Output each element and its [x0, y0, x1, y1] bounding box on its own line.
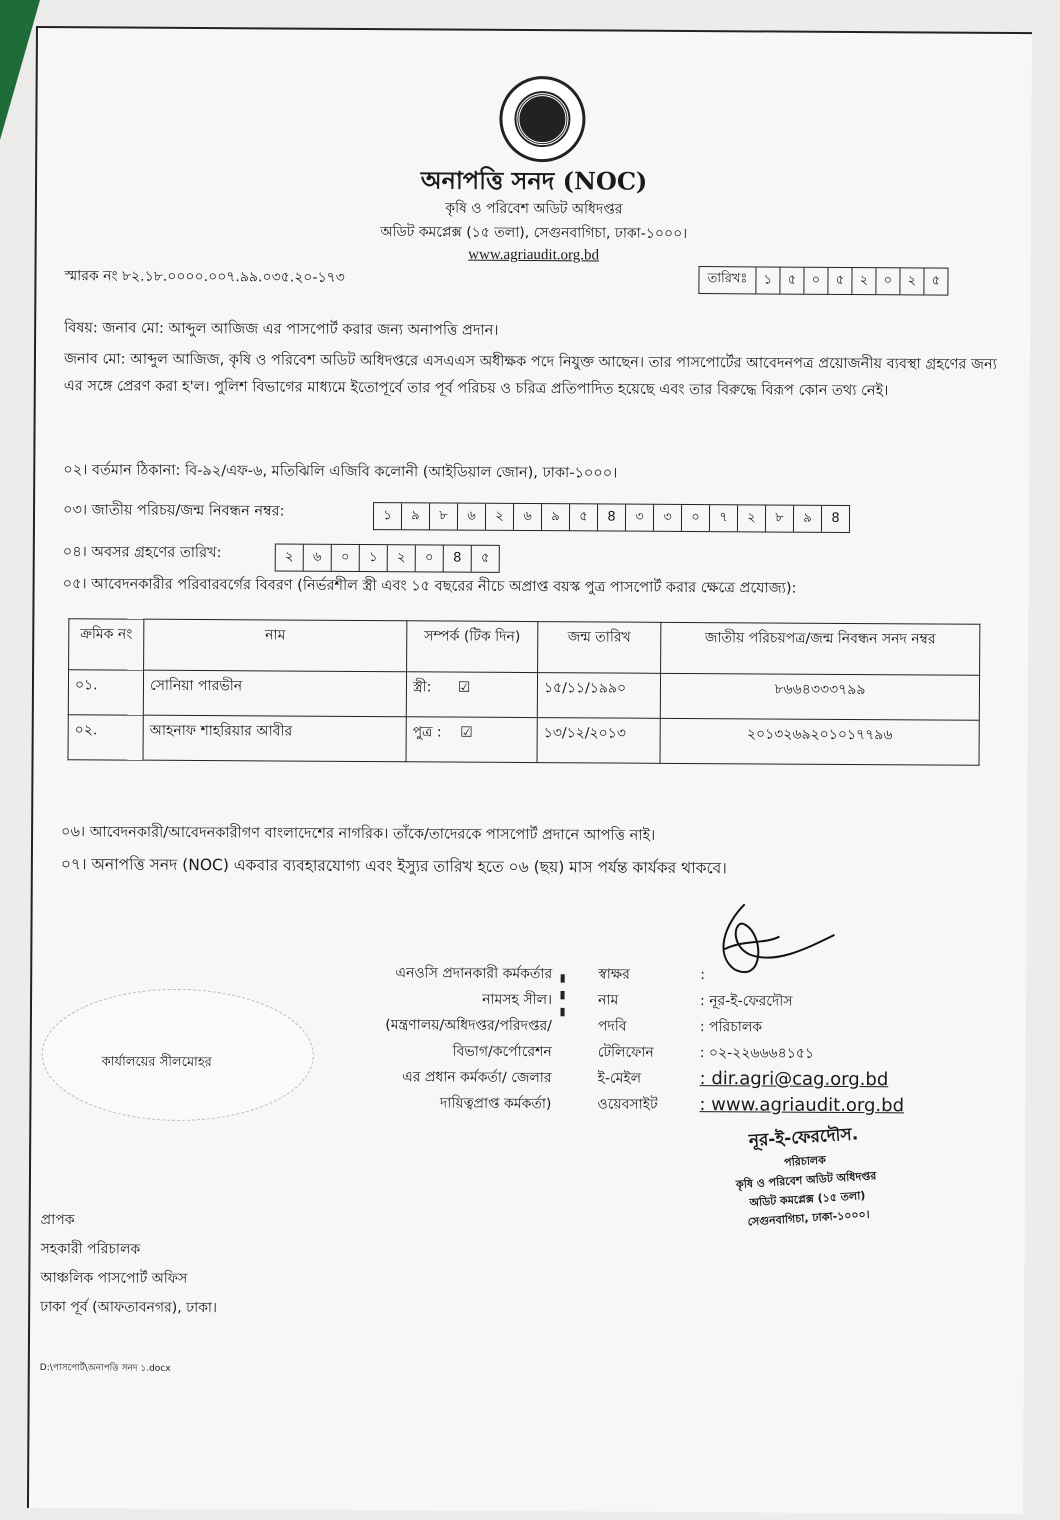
- nid-digit: ৬: [458, 504, 486, 530]
- nid-digit: 8: [598, 504, 626, 530]
- row-serial: ০২.: [68, 715, 143, 760]
- retire-digit: ৫: [480, 550, 490, 566]
- field-label: স্বাক্ষর: [598, 966, 630, 983]
- field-values: [699, 962, 1000, 1120]
- vertical-stamp-mark: ▮ ▮ ▮: [555, 971, 570, 1018]
- field-label: টেলিফোন: [597, 1044, 654, 1061]
- retire-digit: ০: [332, 545, 360, 571]
- item-3-label: ০৩। জাতীয় পরিচয়/জন্ম নিবন্ধন নম্বর:: [62, 502, 285, 520]
- row-name: সোনিয়া পারভীন: [143, 670, 406, 717]
- relation-label: স্ত্রী:: [412, 679, 432, 696]
- date-digit: ৫: [931, 273, 941, 289]
- retire-digit: ২: [276, 544, 304, 570]
- date-digit: ৫: [780, 268, 804, 294]
- officer-line: (মন্ত্রণালয়/অধিদপ্তর/পরিদপ্তর/: [385, 1017, 552, 1035]
- row-id: ২০১৩২৬৯২০১০১৭৭৯৬: [660, 718, 979, 765]
- nid-digit: ১: [374, 503, 402, 529]
- item-4-label: ০৪। অবসর গ্রহণের তারিখ:: [62, 544, 222, 562]
- recipient-block: [40, 1206, 218, 1323]
- retire-digit: 8: [444, 546, 472, 572]
- file-path-footer: D:\পাসপোর্ট\অনাপত্তি সনদ ১.docx: [39, 1363, 171, 1374]
- recipient-line: আঞ্চলিক পাসপোর্ট অফিস: [40, 1270, 188, 1287]
- retire-digit: ২: [388, 545, 416, 571]
- retire-digit: ১: [360, 545, 388, 571]
- government-seal-icon: [499, 76, 586, 163]
- nid-digit: 8: [831, 510, 840, 526]
- paragraph-1: জনাব মো: আব্দুল আজিজ, কৃষি ও পরিবেশ অডিট অধিদপ্তরে এসএএস অধীক্ষক পদে নিযুক্ত আছেন। তার পাসপোর্টের আবেদনপত্র প্রয়োজনীয় ব্যবস্থা গ্রহণের জন্য এর সঙ্গে প্রেরণ করা হ'ল। পুলিশ বিভাগের মাধ্যমে ইতোপূর্বে তার পূর্ব পরিচয় ও চরিত্র প্রতিপাদিত হয়েছে এবং তার বিরুদ্ধে বিরূপ কোন তথ্য নেই।: [63, 351, 997, 400]
- recipient-line: সহকারী পরিচালক: [40, 1241, 141, 1258]
- background-green-corner: [0, 0, 40, 140]
- checkbox-checked-icon: ☑: [460, 724, 473, 741]
- item-7: ০৭। অনাপত্তি সনদ (NOC) একবার ব্যবহারযোগ্য এবং ইস্যুর তারিখ হতে ০৬ (ছয়) মাস পর্যন্ত কার্যকর থাকবে।: [60, 855, 727, 878]
- officer-email: : dir.agri@cag.org.bd: [699, 1068, 889, 1091]
- row-serial: ০১.: [68, 670, 143, 715]
- header-website: www.agriaudit.org.bd: [468, 246, 600, 264]
- nid-digit: ৭: [710, 505, 738, 531]
- nid-digit: ২: [486, 504, 514, 530]
- table-header-row: [69, 619, 980, 676]
- field-label: নাম: [598, 992, 619, 1009]
- col-dob: জন্ম তারিখ: [538, 622, 661, 674]
- row-relation: [406, 672, 537, 718]
- checkbox-checked-icon: ☑: [457, 679, 471, 696]
- field-label: পদবি: [597, 1018, 627, 1035]
- nid-digit: ৯: [542, 504, 570, 530]
- field-labels: [597, 961, 698, 1118]
- document-title: অনাপত্তি সনদ (NOC): [420, 165, 648, 196]
- officer-line: এনওসি প্রদানকারী কর্মকর্তার: [395, 965, 553, 983]
- officer-line: এর প্রধান কর্মকর্তা/ জেলার: [402, 1069, 552, 1087]
- nid-digit: ৮: [430, 503, 458, 529]
- officer-title: : পরিচালক: [699, 1019, 763, 1036]
- date-label: তারিখঃ: [699, 267, 756, 293]
- stamp-title: পরিচালক: [783, 1153, 827, 1170]
- date-digit: ৫: [828, 268, 852, 294]
- officer-rubber-stamp: [693, 1118, 919, 1236]
- subject-line: বিষয়: জনাব মো: আব্দুল আজিজ এর পাসপোর্ট করার জন্য অনাপত্তি প্রদান।: [64, 320, 499, 339]
- retire-digit: ৬: [304, 545, 332, 571]
- item-2-address: ০২। বর্তমান ঠিকানা: বি-৯২/এফ-৬, মতিঝিলি এজিবি কলোনী (আইডিয়াল জোন), ঢাকা-১০০০।: [63, 462, 618, 482]
- date-digit: ২: [900, 268, 924, 294]
- row-name: আহনাফ শাহরিয়ার আবীর: [143, 715, 406, 762]
- signature-value: :: [700, 967, 705, 984]
- table-row: [68, 715, 979, 766]
- recipient-line: ঢাকা পূর্ব (আফতাবনগর), ঢাকা।: [40, 1299, 218, 1317]
- date-digit: ০: [876, 268, 900, 294]
- officer-website: : www.agriaudit.org.bd: [699, 1094, 905, 1117]
- memo-number: স্মারক নং ৮২.১৮.০০০০.০০৭.৯৯.০৩৫.২০-১৭৩: [64, 268, 345, 286]
- nid-digit: ৫: [570, 504, 598, 530]
- item-6: ০৬। আবেদনকারী/আবেদনকারীগণ বাংলাদেশের নাগরিক। তাঁকে/তাদেরকে পাসপোর্ট প্রদানে আপত্তি নাই।: [61, 824, 656, 844]
- officer-designation-block: [331, 960, 552, 1117]
- nid-digit: ৮: [766, 505, 794, 531]
- nid-digit: ৬: [514, 504, 542, 530]
- noc-document: [27, 26, 1032, 1514]
- department-address: অডিট কমপ্লেক্স (১৫ তলা), সেগুনবাগিচা, ঢাকা-১০০০।: [380, 224, 688, 242]
- nid-digit: ০: [682, 505, 710, 531]
- retire-digit: ০: [416, 545, 444, 571]
- row-id: ৮৬৬৪৩৩৩৭৯৯: [660, 673, 979, 720]
- col-id-number: জাতীয় পরিচয়পত্র/জন্ম নিবন্ধন সনদ নম্বর: [661, 622, 980, 675]
- field-label: ই-মেইল: [597, 1070, 642, 1087]
- relation-label: পুত্র :: [412, 724, 442, 741]
- nid-digit: ৯: [794, 506, 822, 532]
- officer-line: নামসহ সীল।: [482, 991, 553, 1009]
- department-name: কৃষি ও পরিবেশ অডিট অধিদপ্তর: [445, 200, 623, 218]
- stamp-line: অডিট কমপ্লেক্স (১৫ তলা): [749, 1188, 866, 1210]
- nid-digit: ২: [738, 505, 766, 531]
- nid-digit: ৩: [654, 505, 682, 531]
- office-seal-label: কার্যালয়ের সীলমোহর: [101, 1054, 212, 1071]
- col-relation: সম্পর্ক (টিক দিন): [407, 621, 538, 673]
- row-dob: ১৫/১১/১৯৯০: [537, 673, 660, 719]
- item-5-label: ০৫। আবেদনকারীর পরিবারবর্গের বিবরণ (নির্ভরশীল স্ত্রী এবং ১৫ বছরের নীচে অপ্রাপ্ত বয়স্ক পুত্র পাসপোর্ট করার ক্ষেত্রে প্রযোজ্য):: [62, 576, 797, 597]
- stamp-line: সেগুনবাগিচা, ঢাকা-১০০০।: [747, 1207, 871, 1229]
- col-name: নাম: [144, 619, 407, 672]
- col-serial: ক্রমিক নং: [69, 619, 144, 670]
- family-table: [68, 618, 981, 766]
- table-row: [68, 670, 979, 721]
- nid-digit: ৩: [626, 505, 654, 531]
- date-digit: ১: [756, 267, 780, 293]
- nid-digit: ৯: [402, 503, 430, 529]
- recipient-line: প্রাপক: [40, 1212, 75, 1229]
- officer-line: দায়িত্বপ্রাপ্ত কর্মকর্তা): [439, 1095, 552, 1113]
- date-box: [698, 266, 948, 296]
- officer-line: বিভাগ/কর্পোরেশন: [452, 1043, 552, 1061]
- nid-number-boxes: [373, 502, 850, 533]
- officer-name: : নূর-ই-ফেরদৌস: [700, 993, 793, 1010]
- retirement-date-boxes: [275, 543, 500, 572]
- date-digit: ০: [804, 268, 828, 294]
- stamp-line: কৃষি ও পরিবেশ অডিট অধিদপ্তর: [735, 1169, 877, 1192]
- date-digit: ২: [852, 268, 876, 294]
- stamp-name: নূর-ই-ফেরদৌস.: [748, 1124, 859, 1152]
- row-relation: [406, 717, 537, 763]
- officer-phone: : ০২-২২৬৬৬৪১৫১: [699, 1045, 815, 1062]
- field-label: ওয়েবসাইট: [597, 1096, 658, 1113]
- row-dob: ১৩/১২/২০১৩: [537, 718, 660, 764]
